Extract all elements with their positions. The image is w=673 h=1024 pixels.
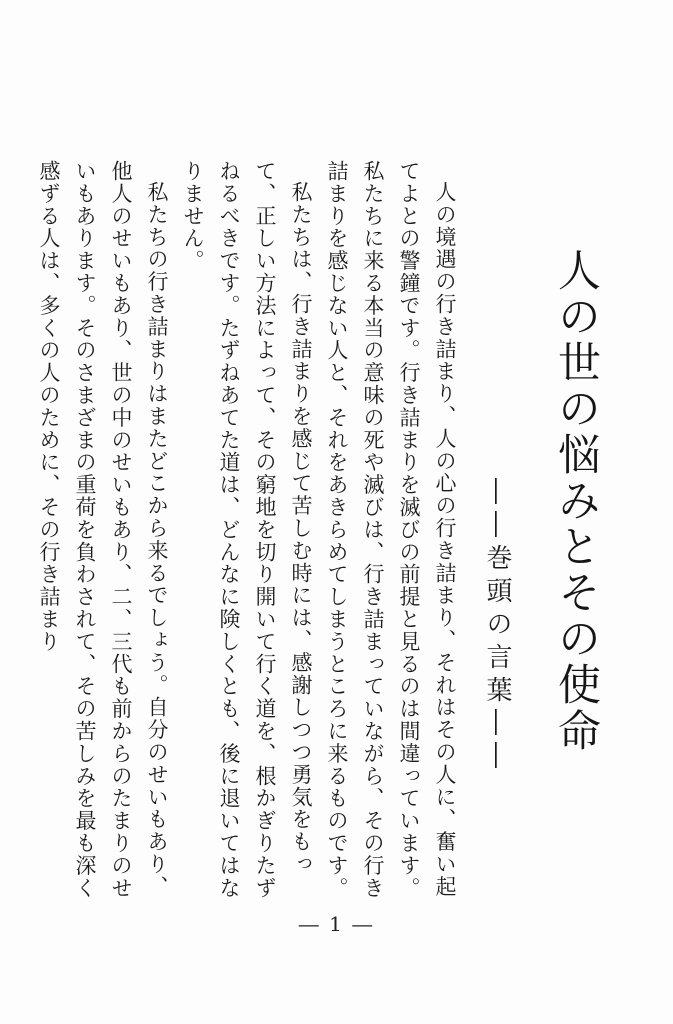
page-number: ― 1 ― [298,912,375,936]
paragraph-3: 私たちの行き詰まりはまたどこから来るでしょう。自分のせいもあり、他人のせいもあり、世の中のせいもあり、二、三代も前からのたまりのせいもあります。そのさまざまの重荷を負わされて、その苦しみを最も深く感ずる人は、多くの人のために、その行き詰まり [37,160,169,900]
page-title: 人の世の悩みとその使命 [551,248,601,754]
page-subtitle: ――巻頭の言葉―― [482,478,512,775]
paragraph-2: 私たちは、行き詰まりを感じて苦しむ時には、感謝しつつ勇気をもって、正しい方法によって、その窮地を切り開いて行く道を、根かぎりたずねるべきです。たずねあてた道は、どんなに険しくとも、後に退いてはなりません。 [181,160,313,900]
paragraph-1: 人の境遇の行き詰まり、人の心の行き詰まり、それはその人に、奮い起てよとの警鐘です。行き詰まりを滅びの前提と見るのは間違っています。私たちに来る本当の意味の死や滅びは、行き詰まっていながら、その行き詰まりを感じない人と、それをあきらめてしまうところに来るものです。 [325,160,457,900]
body-text [31,160,463,900]
